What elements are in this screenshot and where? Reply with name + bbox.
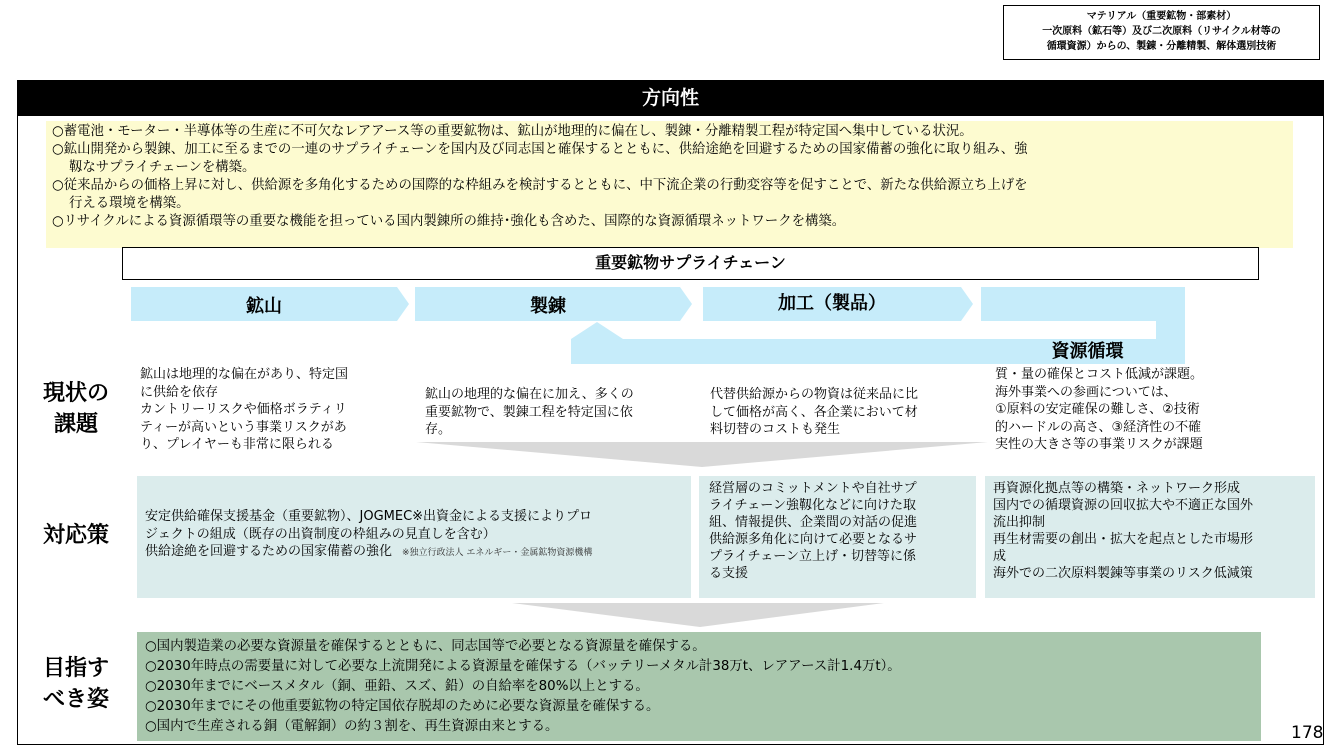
measures-left-line: ジェクトの組成（既存の出資制度の枠組みの見直しを含む） (145, 526, 496, 542)
goal-item: ○国内で生産される銅（電解銅）の約３割を、再生資源由来とする。 (145, 719, 559, 734)
measures-recycling-line: 成 (993, 549, 1007, 564)
direction-header: 方向性 (17, 80, 1324, 116)
measures-to-goal-chevron (512, 603, 884, 627)
measures-left-line (145, 543, 691, 563)
current-recycling-line: 的ハードルの高さ、③経済性の不確 (995, 419, 1202, 435)
measures-left-line: 安定供給確保支援基金（重要鉱物）、JOGMEC※出資金による支援によりプロ (145, 509, 593, 524)
current-mine-line: ティーが高いという事業リスクがあ (140, 419, 347, 435)
measures-divider-1 (691, 476, 699, 598)
page-number: 178 (1291, 723, 1324, 743)
measures-recycling-line: 国内での循環資源の回収拡大や不適正な国外 (993, 498, 1254, 513)
row-label-goal-2: べき姿 (42, 687, 109, 712)
direction-line-2-cont: 靱なサプライチェーンを構築。 (69, 160, 256, 175)
current-processing (710, 386, 975, 439)
row-label-measures (26, 520, 126, 551)
row-label-goal (26, 653, 126, 715)
measures-recycling-line: 再生材需要の創出・拡大を起点とした市場形 (993, 532, 1254, 547)
current-smelting-line: 重要鉱物で、製錬工程を特定国に依 (425, 404, 633, 420)
row-label-measures-1: 対応策 (42, 523, 109, 548)
measures-processing-line: ライチェーン強靱化などに向けた取 (709, 498, 916, 513)
current-recycling-line: 海外事業への参画については、 (995, 384, 1177, 400)
current-smelting-line: 存。 (425, 422, 452, 437)
goal-item: ○2030年までにベースメタル（銅、亜鉛、スズ、鉛）の自給率を80%以上とする。 (145, 679, 649, 694)
row-label-goal-1: 目指す (42, 656, 109, 681)
measures-processing (699, 476, 976, 598)
row-label-current (26, 378, 126, 440)
jogmec-footnote: ※独立行政法人 エネルギー・金属鉱物資源機構 (402, 548, 593, 558)
current-to-measures-chevron (416, 442, 988, 467)
current-recycling-line: ①原料の安定確保の難しさ、②技術 (995, 402, 1200, 417)
current-processing-line: 料切替のコストも発生 (710, 422, 841, 437)
current-smelting (425, 386, 695, 439)
current-mine-line: り、プレイヤーも非常に限られる (140, 437, 334, 452)
stage-smelting: 製錬 (530, 296, 566, 317)
direction-line-3: ○従来品からの価格上昇に対し、供給源を多角化するための国際的な枠組みを検討するとともに、中下流企業の行動変容等を促すことで、新たな供給源立ち上げを (52, 178, 1028, 193)
measures-mine-smelting (137, 476, 691, 598)
goal-item: ○国内製造業の必要な資源量を確保するとともに、同志国等で必要となる資源量を確保する。 (145, 639, 706, 654)
measures-processing-line: る支援 (709, 566, 749, 581)
category-line-2: 一次原料（鉱石等）及び二次原料（リサイクル材等の (1042, 26, 1281, 37)
row-label-current-1: 現状の (42, 381, 109, 406)
current-mine-line: に供給を依存 (140, 384, 219, 400)
measures-left-text: 供給途絶を回避するための国家備蓄の強化 (145, 544, 393, 559)
measures-processing-line: 経営層のコミットメントや自社サプ (709, 481, 917, 496)
current-processing-line: して価格が高く、各企業において材 (710, 404, 918, 420)
supply-chain-title: 重要鉱物サプライチェーン (122, 247, 1259, 280)
category-line-1: マテリアル（重要鉱物・部素材） (1086, 11, 1237, 22)
current-mine-line: 鉱山は地理的な偏在があり、特定国 (140, 367, 349, 382)
direction-line-3-cont: 行える環境を構築。 (69, 196, 190, 211)
measures-recycling-line: 再資源化拠点等の構築・ネットワーク形成 (993, 481, 1241, 496)
category-line-3: 循環資源）からの、製錬・分離精製、解体選別技術 (1046, 41, 1277, 52)
measures-processing-line: 組、情報提供、企業間の対話の促進 (709, 515, 918, 530)
current-smelting-line: 鉱山の地理的な偏在に加え、多くの (425, 387, 634, 402)
goal-item: ○2030年時点の需要量に対して必要な上流開発による資源量を確保する（バッテリーメタル計38万t、レアアース計1.4万t）。 (145, 659, 901, 674)
stage-mine: 鉱山 (246, 296, 282, 317)
direction-line-1: ○蓄電池・モーター・半導体等の生産に不可欠なレアアース等の重要鉱物は、鉱山が地理的に偏在し、製錬・分離精製工程が特定国へ集中している状況。 (52, 124, 973, 139)
measures-recycling-line: 海外での二次原料製錬等事業のリスク低減策 (993, 566, 1253, 581)
current-mine-line: カントリーリスクや価格ボラティリ (140, 402, 347, 417)
stage-recycling: 資源循環 (1051, 341, 1124, 362)
measures-recycling-line: 流出抑制 (993, 515, 1046, 530)
current-recycling (995, 366, 1260, 454)
measures-processing-line: プライチェーン立上げ・切替等に係 (709, 549, 916, 564)
current-mine (140, 366, 410, 454)
stage-processing: 加工（製品） (778, 293, 886, 314)
current-recycling-line: 質・量の確保とコスト低減が課題。 (995, 367, 1204, 382)
current-recycling-line: 実性の大きさ等の事業リスクが課題 (995, 437, 1203, 452)
measures-recycling (985, 476, 1315, 598)
goal-box (137, 632, 1261, 741)
measures-processing-line: 供給源多角化に向けて必要となるサ (709, 532, 918, 547)
row-label-current-2: 課題 (53, 412, 98, 437)
current-processing-line: 代替供給源からの物資は従来品に比 (710, 387, 919, 402)
direction-line-2: ○鉱山開発から製錬、加工に至るまでの一連のサプライチェーンを国内及び同志国と確保するとともに、供給途絶を回避するための国家備蓄の強化に取り組み、強 (52, 142, 1028, 157)
goal-item: ○2030年までにその他重要鉱物の特定国依存脱却のために必要な資源量を確保する。 (145, 699, 660, 714)
direction-line-4: ○リサイクルによる資源循環等の重要な機能を担っている国内製錬所の維持･強化も含めた、国際的な資源循環ネットワークを構築。 (52, 214, 846, 229)
